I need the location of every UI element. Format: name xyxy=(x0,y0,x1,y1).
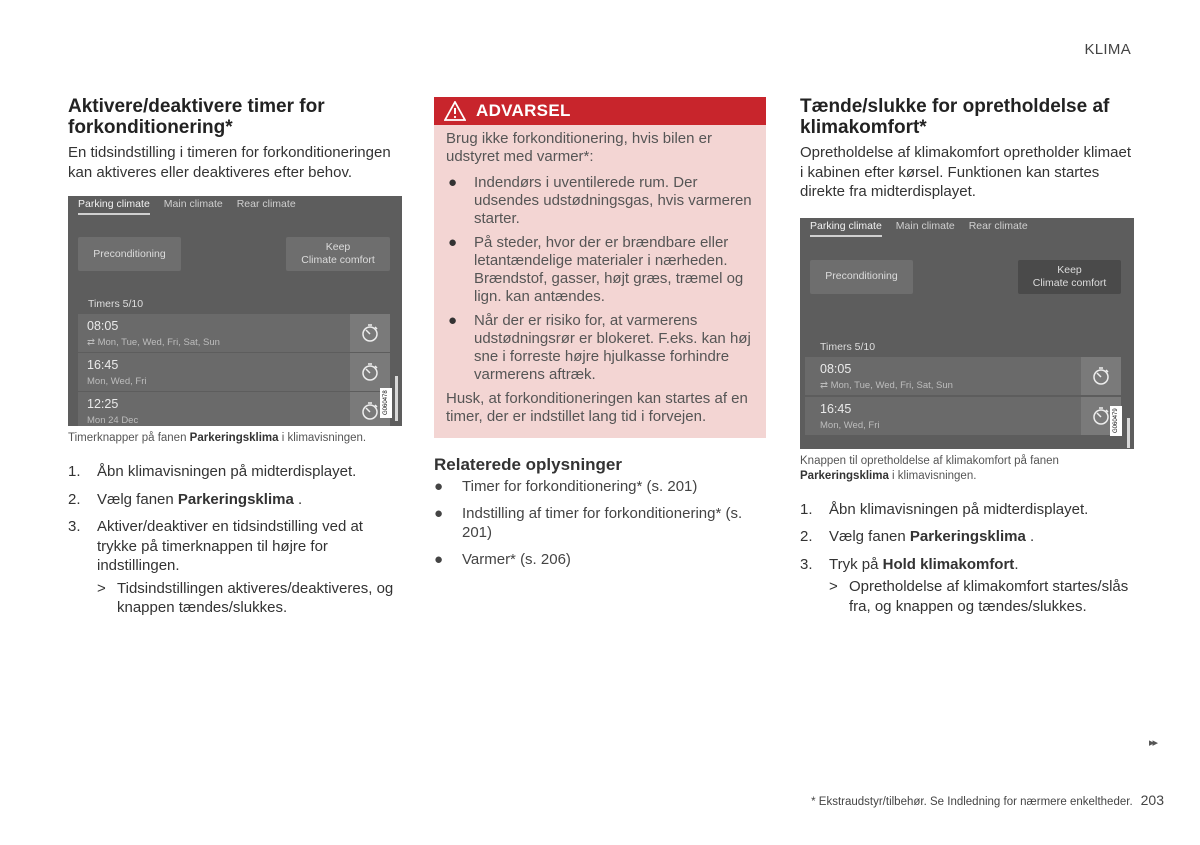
button-line-2: Climate comfort xyxy=(301,254,375,266)
tab-parking-climate: Parking climate xyxy=(78,198,150,215)
timer-toggle-button xyxy=(350,314,390,352)
timer-toggle-button xyxy=(1081,357,1121,395)
related-link[interactable]: ● Indstilling af timer for forkonditionering* (s. 201) xyxy=(434,504,743,541)
column-warning xyxy=(434,97,766,576)
keep-climate-comfort-button xyxy=(1018,260,1121,294)
preconditioning-button: Preconditioning xyxy=(78,237,181,271)
button-line-1: Keep xyxy=(325,241,351,253)
step-item: 1. Åbn klimavisningen på midterdisplayet. xyxy=(800,500,1089,518)
warning-item: ● Indendørs i uventilerede rum. Der udsendes udstødningsgas, hvis varmeren starter. xyxy=(448,174,752,227)
tab-rear-climate: Rear climate xyxy=(968,219,1028,232)
footnote: * Ekstraudstyr/tilbehør. Se Indledning for nærmere enkeltheder. xyxy=(811,796,1133,808)
step-item: 2. Vælg fanen Parkeringsklima . xyxy=(800,528,1035,545)
warning-item: ● Når der er risiko for, at varmerens udstødningsrør er blokeret. F.eks. kan høj sne i forreste højre hjulkasse forhindre varmerens aftræk. xyxy=(448,312,751,383)
related-link[interactable]: ● Varmer* (s. 206) xyxy=(434,550,571,568)
timer-time: 16:45 xyxy=(820,401,852,416)
keep-climate-comfort-button xyxy=(286,237,390,271)
button-line-1: Keep xyxy=(1057,263,1082,276)
stopwatch-icon xyxy=(360,323,380,343)
related-list xyxy=(434,477,766,569)
timer-days: Mon 24 Dec xyxy=(87,415,139,426)
tab-main-climate: Main climate xyxy=(895,219,955,232)
timer-time: 16:45 xyxy=(87,358,119,372)
related-title: Relaterede oplysninger xyxy=(434,455,623,474)
scrollbar xyxy=(1127,418,1130,448)
warning-list xyxy=(446,174,754,384)
timer-time: 12:25 xyxy=(87,397,119,411)
climate-screen-image xyxy=(800,218,1134,449)
tab-rear-climate: Rear climate xyxy=(236,198,296,210)
timer-days: Mon, Wed, Fri xyxy=(820,419,880,431)
column-timer xyxy=(68,96,402,626)
warning-header xyxy=(434,97,766,125)
image-code: G060479 xyxy=(1110,406,1122,436)
warning-intro: Brug ikke forkonditionering, hvis bilen er udstyret med varmer*: xyxy=(446,130,712,165)
warning-outro: Husk, at forkonditioneringen kan startes af en timer, der er indstillet lang tid i forvejen. xyxy=(446,390,748,425)
steps-list xyxy=(800,500,1134,617)
timer-days: ⇄ Mon, Tue, Wed, Fri, Sat, Sun xyxy=(87,337,220,348)
stopwatch-icon xyxy=(1091,366,1111,386)
timer-row xyxy=(78,353,390,391)
page-footer xyxy=(811,792,1164,808)
button-line-2: Climate comfort xyxy=(1032,276,1107,289)
page-number: 203 xyxy=(1140,792,1164,808)
next-page-arrow-icon[interactable]: ▸▸ xyxy=(1149,737,1157,749)
step-result: > Opretholdelse af klimakomfort startes/slås fra, og knappen og tændes/slukkes. xyxy=(829,578,1129,615)
section-title: Aktivere/deaktivere timer for forkonditionering* xyxy=(68,96,325,138)
timer-toggle-button xyxy=(350,353,390,391)
timer-row xyxy=(805,397,1121,435)
timer-time: 08:05 xyxy=(87,319,119,333)
warning-item: ● På steder, hvor der er brændbare eller letantændelige materialer i nærheden. Brændstof, gasser, højt græs, træmel og lign. kan antændes. xyxy=(448,234,744,305)
timer-row xyxy=(78,314,390,352)
preconditioning-button: Preconditioning xyxy=(810,260,913,294)
section-header: KLIMA xyxy=(1084,41,1131,58)
step-item: 3. Tryk på Hold klimakomfort. > Opretholdelse af klimakomfort startes/slås fra, og knappen og tændes/slukkes. xyxy=(800,555,1134,617)
stopwatch-icon xyxy=(1091,406,1111,426)
screen-tabs xyxy=(810,220,1028,237)
intro-paragraph: Opretholdelse af klimakomfort opretholder klimaet i kabinen efter kørsel. Funktionen kan startes direkte fra midterdisplayet. xyxy=(800,144,1131,200)
timer-days: Mon, Wed, Fri xyxy=(87,376,147,387)
timers-count: Timers 5/10 xyxy=(88,298,144,310)
timers-count: Timers 5/10 xyxy=(820,340,876,353)
warning-title: ADVARSEL xyxy=(476,101,571,120)
stopwatch-icon xyxy=(360,401,380,421)
climate-screen-image xyxy=(68,196,402,426)
step-result: > Tidsindstillingen aktiveres/deaktiveres, og knappen tændes/slukkes. xyxy=(97,579,394,616)
intro-paragraph: En tidsindstilling i timeren for forkonditioneringen kan aktiveres eller deaktiveres efter behov. xyxy=(68,144,391,181)
timer-time: 08:05 xyxy=(820,361,852,376)
step-item: 2. Vælg fanen Parkeringsklima . xyxy=(68,490,303,508)
figure-caption: Knappen til opretholdelse af klimakomfort på fanen Parkeringsklima i klimavisningen. xyxy=(800,454,1059,482)
column-climate-comfort xyxy=(800,96,1134,624)
timer-row xyxy=(805,357,1121,395)
warning-triangle-icon xyxy=(444,101,466,121)
timer-days: ⇄ Mon, Tue, Wed, Fri, Sat, Sun xyxy=(820,379,953,391)
tab-main-climate: Main climate xyxy=(163,198,223,210)
scrollbar xyxy=(395,376,398,421)
warning-body xyxy=(434,125,766,438)
step-item: 1. Åbn klimavisningen på midterdisplayet. xyxy=(68,463,357,480)
figure-caption: Timerknapper på fanen Parkeringsklima i klimavisningen. xyxy=(68,432,367,444)
steps-list xyxy=(68,462,402,618)
step-item: 3. Aktiver/deaktiver en tidsindstilling ved at trykke på timerknappen til højre for indstillingen. > Tidsindstillingen aktiveres/deaktiveres, og knappen tændes/slukkes. xyxy=(68,517,402,618)
related-link[interactable]: ● Timer for forkonditionering* (s. 201) xyxy=(434,478,698,495)
timer-row xyxy=(78,392,390,426)
screen-tabs xyxy=(78,198,296,215)
section-title: Tænde/slukke for opretholdelse af klimakomfort* xyxy=(800,96,1110,138)
image-code: G060478 xyxy=(380,388,392,418)
stopwatch-icon xyxy=(360,362,380,382)
tab-parking-climate: Parking climate xyxy=(810,220,882,237)
